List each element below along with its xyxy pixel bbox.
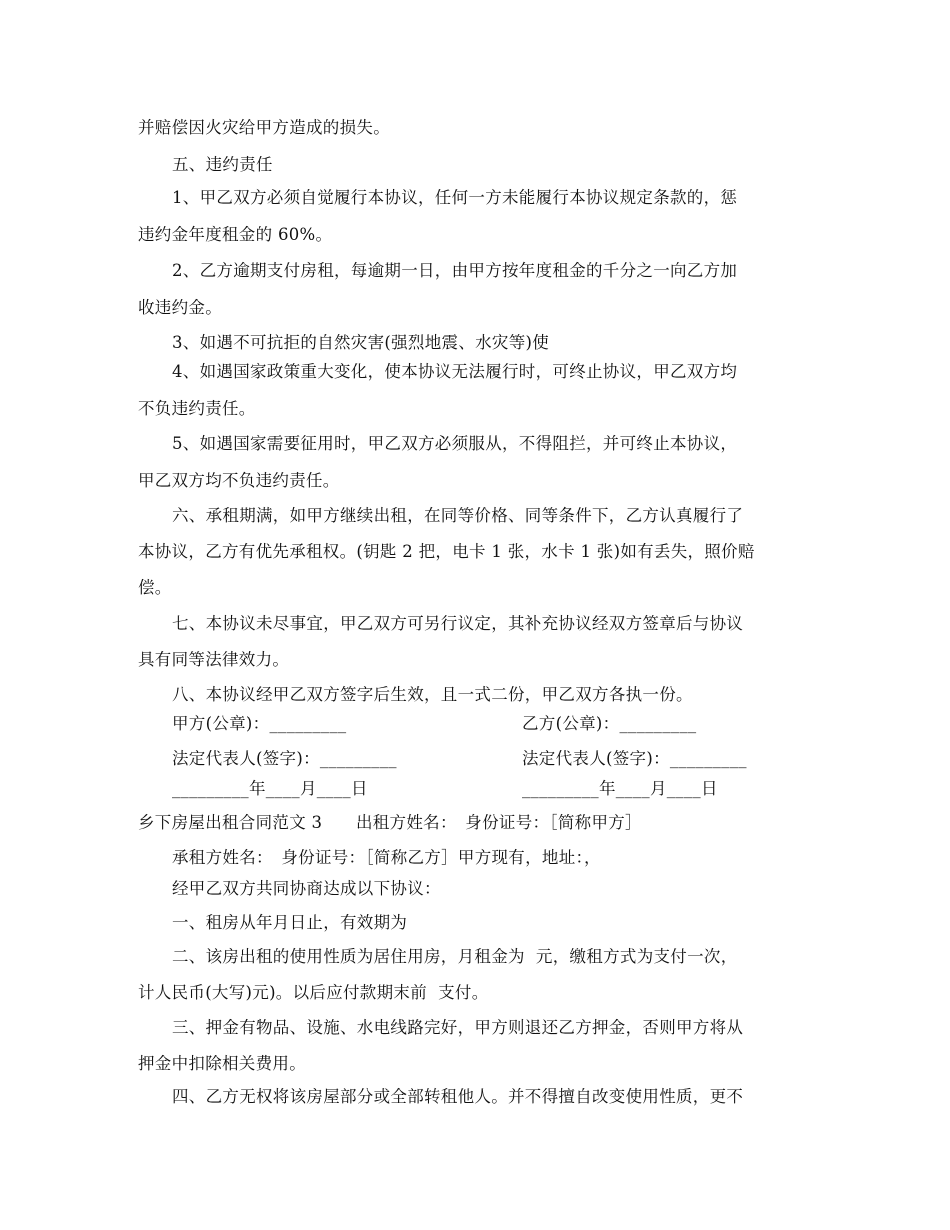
text-line: 三、押金有物品、设施、水电线路完好，甲方则退还乙方押金，否则甲方将从 — [172, 1018, 744, 1037]
text-line: 本协议，乙方有优先承租权。(钥匙 2 把，电卡 1 张，水卡 1 张)如有丢失，照价赔 — [138, 542, 755, 561]
text-line: 乡下房屋出租合同范文 3 出租方姓名： 身份证号：［简称甲方］ — [138, 813, 642, 832]
text-line: 计人民币(大写)元)。以后应付款期末前 支付。 — [138, 983, 489, 1002]
text-line: 甲乙双方均不负违约责任。 — [138, 471, 340, 490]
text-line: 具有同等法律效力。 — [138, 650, 290, 669]
text-line: 收违约金。 — [138, 298, 222, 317]
text-line: 违约金年度租金的 60%。 — [138, 225, 333, 244]
party-a-seal: 甲方(公章)：_________ — [172, 714, 347, 733]
text-line: 一、租房从年月日止，有效期为 — [172, 913, 408, 932]
text-line: 不负违约责任。 — [138, 399, 256, 418]
party-b-representative: 法定代表人(签字)：_________ — [522, 749, 747, 768]
text-line: 七、本协议未尽事宜，甲乙双方可另行议定，其补充协议经双方签章后与协议 — [172, 614, 744, 633]
party-a-date: _________年____月____日 — [172, 779, 368, 798]
text-line: 1、甲乙双方必须自觉履行本协议，任何一方未能履行本协议规定条款的，惩 — [172, 188, 738, 207]
text-line: 4、如遇国家政策重大变化，使本协议无法履行时，可终止协议，甲乙双方均 — [172, 362, 738, 381]
section-heading: 五、违约责任 — [172, 155, 273, 174]
text-line: 六、承租期满，如甲方继续出租，在同等价格、同等条件下，乙方认真履行了 — [172, 506, 744, 525]
text-line: 3、如遇不可抗拒的自然灾害(强烈地震、水灾等)使 — [172, 333, 550, 352]
text-line: 八、本协议经甲乙双方签字后生效，且一式二份，甲乙双方各执一份。 — [172, 685, 693, 704]
text-line: 偿。 — [138, 578, 172, 597]
text-line: 二、该房出租的使用性质为居住用房，月租金为 元，缴租方式为支付一次， — [172, 947, 738, 966]
text-line: 押金中扣除相关费用。 — [138, 1054, 306, 1073]
party-b-date: _________年____月____日 — [522, 779, 718, 798]
text-line: 2、乙方逾期支付房租，每逾期一日，由甲方按年度租金的千分之一向乙方加 — [172, 261, 738, 280]
text-line: 四、乙方无权将该房屋部分或全部转租他人。并不得擅自改变使用性质，更不 — [172, 1087, 744, 1106]
text-line: 承租方姓名： 身份证号：［简称乙方］甲方现有，地址：， — [172, 848, 601, 867]
text-line: 经甲乙双方共同协商达成以下协议： — [172, 879, 441, 898]
text-line: 并赔偿因火灾给甲方造成的损失。 — [138, 118, 390, 137]
party-b-seal: 乙方(公章)：_________ — [522, 714, 697, 733]
party-a-representative: 法定代表人(签字)：_________ — [172, 749, 397, 768]
text-line: 5、如遇国家需要征用时，甲乙双方必须服从，不得阻拦，并可终止本协议， — [172, 434, 738, 453]
